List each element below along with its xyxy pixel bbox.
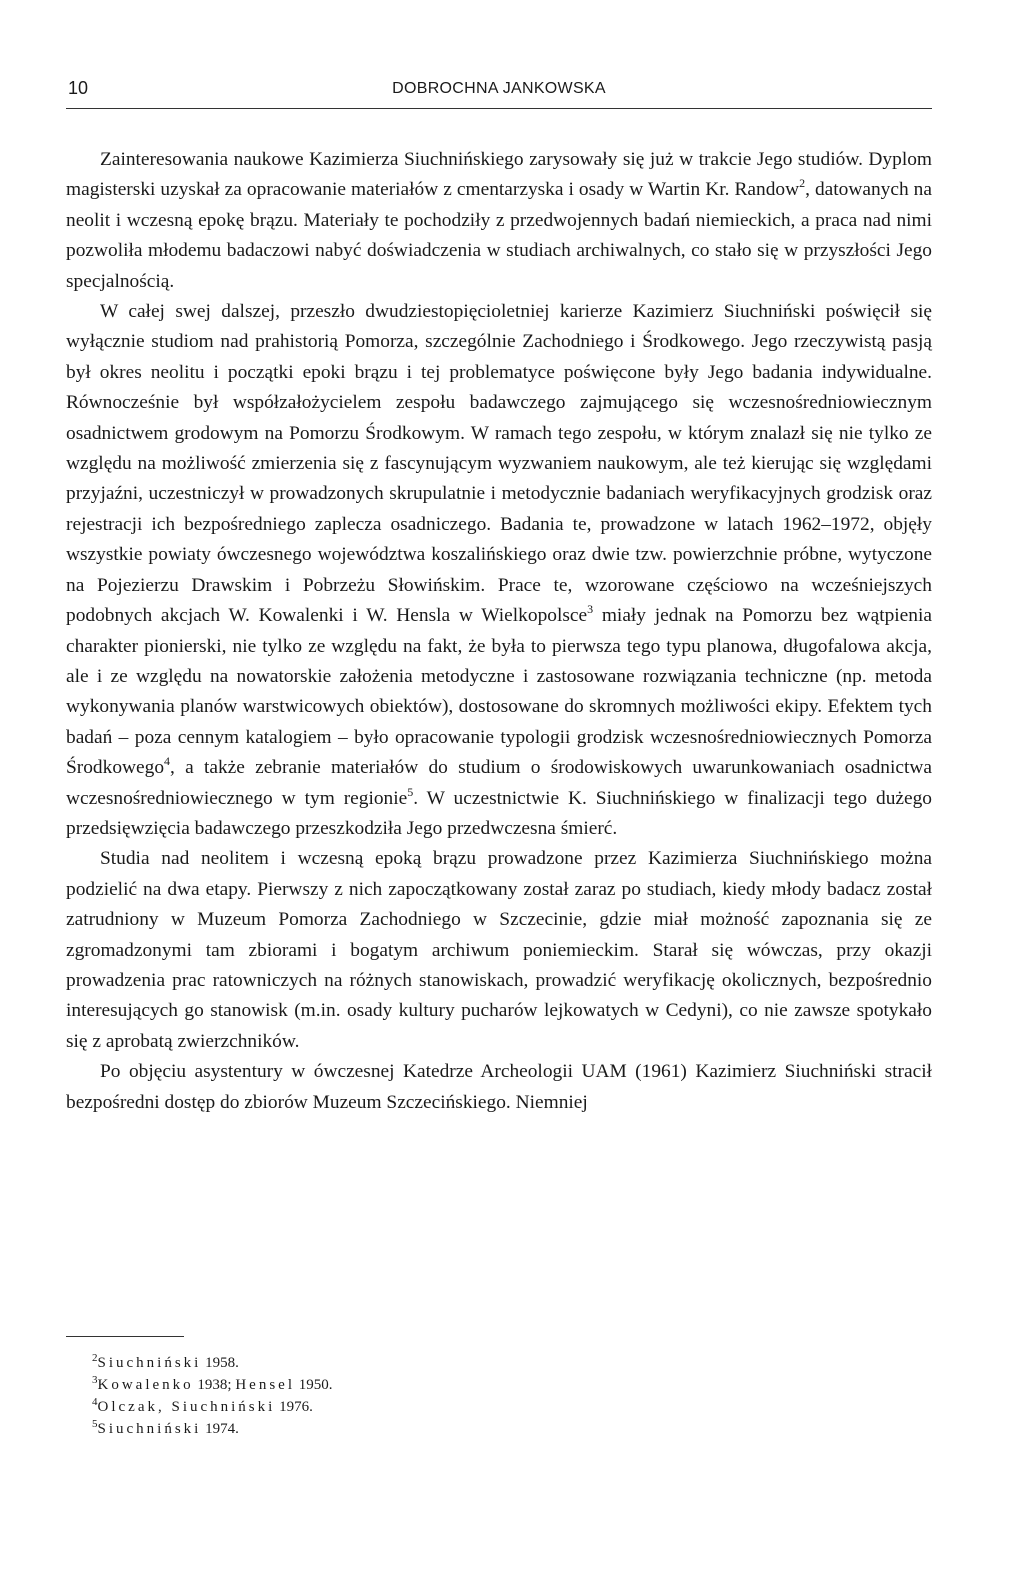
paragraph [66,297,932,844]
footnote [92,1418,332,1440]
footnote-author: Siuchniński [97,1421,202,1437]
paragraph-text: , datowanych na neolit i wczesną epokę brązu. Materiały te pochodziły z przedwojennych badań niemieckich, a praca nad nimi pozwoliła młodemu badaczowi nabyć doświadczenia w studiach archiwalnych, co stało się w przyszłości Jego specjalnością. [66,179,932,292]
footnote-text: 1974. [201,1421,239,1437]
footnote-ref[interactable]: 5 [407,784,414,799]
paragraph-text: Po objęciu asystentury w ówczesnej Katedrze Archeologii UAM (1961) Kazimierz Siuchniński stracił bezpośredni dostęp do zbiorów Muzeum Szczecińskiego. Niemniej [66,1061,932,1113]
footnote-ref[interactable]: 3 [587,602,594,617]
paragraph-text: Zainteresowania naukowe Kazimierza Siuchnińskiego zarysowały się już w trakcie Jego studiów. Dyplom magisterski uzyskał za opracowanie materiałów z cmentarzyska i osady w Wartin Kr. Randow [66,149,932,201]
footnote-ref[interactable]: 2 [799,176,806,191]
footnote-number: 2 [92,1352,98,1364]
paragraph [66,145,932,297]
paragraph [66,844,932,1057]
running-header [66,76,932,109]
running-title: DOBROCHNA JANKOWSKA [392,80,606,97]
body-text [66,145,932,1118]
footnote-author: Kowalenko [97,1377,194,1393]
page-number: 10 [68,78,89,98]
footnote [92,1352,332,1374]
footnote-text: 1950. [294,1377,333,1393]
footnote [92,1396,332,1418]
paragraph-text: . W uczestnictwie K. Siuchnińskiego w finalizacji tego dużego przedsięwzięcia badawczego przeszkodziła Jego przedwczesna śmierć. [66,787,932,839]
footnote-author: Olczak, Siuchniński [97,1399,276,1415]
footnote-number: 5 [92,1418,98,1430]
footnote-text: 1976. [275,1399,313,1415]
footnote-number: 4 [92,1396,98,1408]
paragraph-text: , a także zebranie materiałów do studium o środowiskowych uwarunkowaniach osadnictwa wczesnośredniowiecznego w tym regionie [66,757,932,809]
footnote-separator [66,1336,184,1337]
footnote-text: 1958. [201,1355,239,1371]
paragraph-text: miały jednak na Pomorzu bez wątpienia charakter pionierski, nie tylko ze względu na fakt, że była to pierwsza tego typu planowa, długofalowa akcja, ale i ze względu na nowatorskie założenia metodyczne i zastosowane rozwiązania techniczne (np. metoda wykonywania planów warstwicowych obiektów), dostosowane do skromnych możliwości ekipy. Efektem tych badań – poza cennym katalogiem – było opracowanie typologii grodzisk wczesnośredniowiecznych Pomorza Środkowego [66,605,932,779]
paragraph [66,1057,932,1118]
footnote-author: Siuchniński [97,1355,202,1371]
footnote-number: 3 [92,1374,98,1386]
footnotes [92,1352,332,1440]
footnote-author: Hensel [235,1377,295,1393]
footnote [92,1374,332,1396]
footnote-ref[interactable]: 4 [164,754,171,769]
footnote-text: 1938; [193,1377,236,1393]
paragraph-text: Studia nad neolitem i wczesną epoką brązu prowadzone przez Kazimierza Siuchnińskiego można podzielić na dwa etapy. Pierwszy z nich zapoczątkowany został zaraz po studiach, kiedy młody badacz został zatrudniony w Muzeum Pomorza Zachodniego w Szczecinie, gdzie miał możność zapoznania się ze zgromadzonymi tam zbiorami i bogatym archiwum poniemieckim. Starał się wówczas, przy okazji prowadzenia prac ratowniczych na różnych stanowiskach, prowadzić weryfikację okolicznych, bezpośrednio interesujących go stanowisk (m.in. osady kultury pucharów lejkowatych w Cedyni), co nie zawsze spotykało się z aprobatą zwierzchników. [66,848,932,1052]
paragraph-text: W całej swej dalszej, przeszło dwudziestopięcioletniej karierze Kazimierz Siuchniński poświęcił się wyłącznie studiom nad prahistorią Pomorza, szczególnie Zachodniego i Środkowego. Jego rzeczywistą pasją był okres neolitu i początki epoki brązu i tej problematyce poświęcone były Jego badania indywidualne. Równocześnie był współzałożycielem zespołu badawczego zajmującego się wczesnośredniowiecznym osadnictwem grodowym na Pomorzu Środkowym. W ramach tego zespołu, w którym znalazł się nie tylko ze względu na możliwość zmierzenia się z fascynującym wyzwaniem naukowym, ale też kierując się względami przyjaźni, uczestniczył w prowadzonych skrupulatnie i metodycznie badaniach weryfikacyjnych grodzisk oraz rejestracji ich bezpośredniego zaplecza osadniczego. Badania te, prowadzone w latach 1962–1972, objęły wszystkie powiaty ówczesnego województwa koszalińskiego oraz dwie tzw. powierzchnie próbne, wytyczone na Pojezierzu Drawskim i Pobrzeżu Słowińskim. Prace te, wzorowane częściowo na wcześniejszych podobnych akcjach W. Kowalenki i W. Hensla w Wielkopolsce [66,301,932,627]
